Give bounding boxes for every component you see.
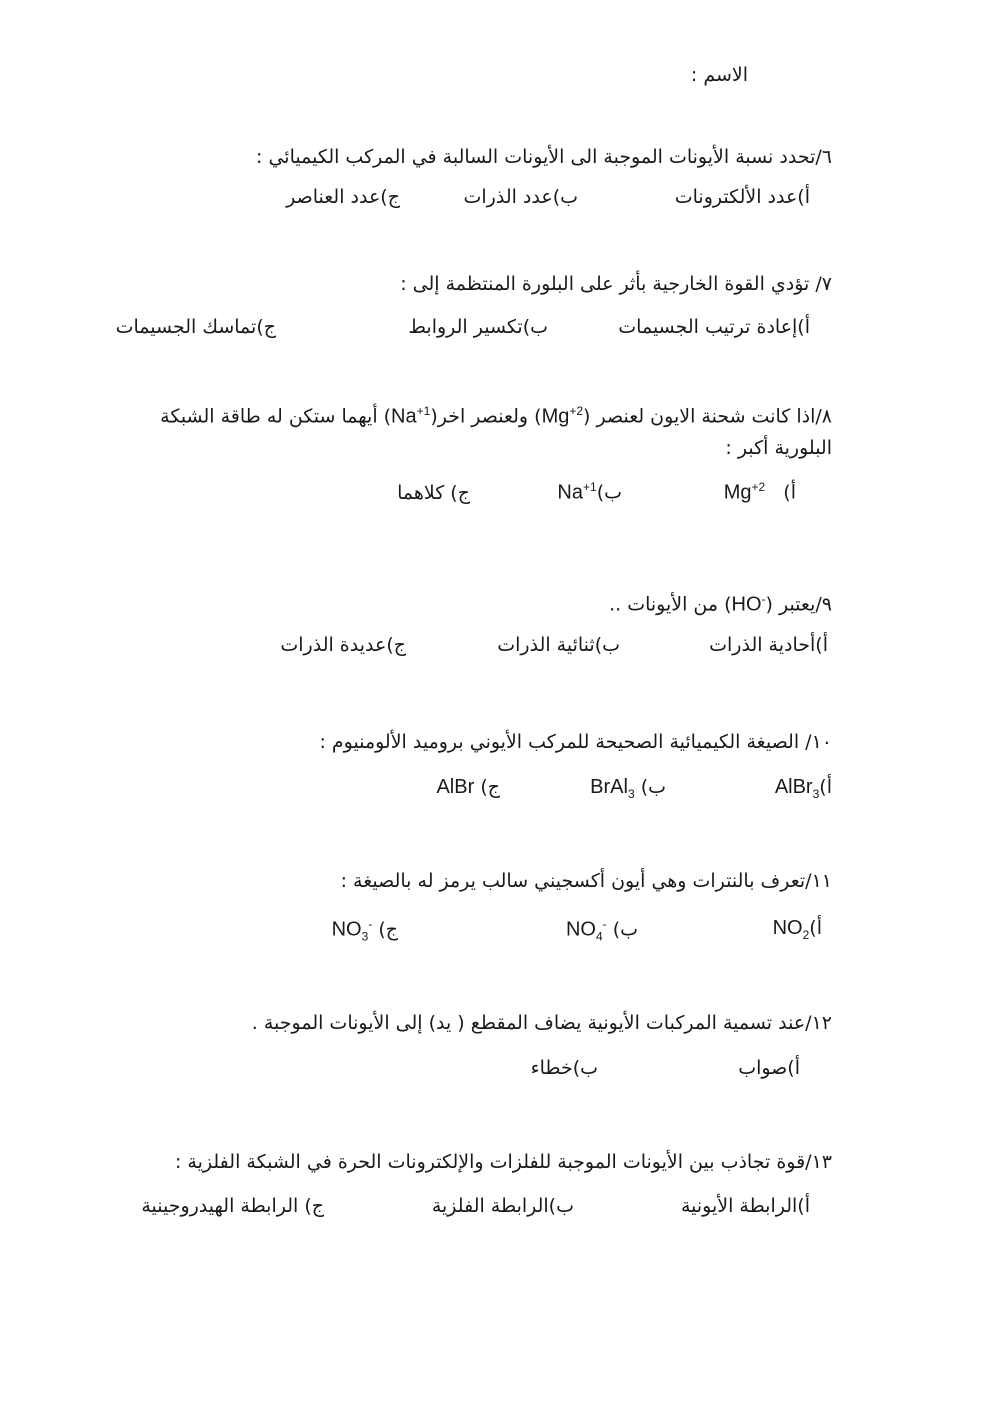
question-8-stem-suffix: ) أيهما ستكن له طاقة الشبكة xyxy=(160,405,392,428)
question-8-stem-mid: ) ولعنصر اخر( xyxy=(430,405,542,428)
question-11-option-c[interactable]: ج) $NO_3^-$ xyxy=(331,917,398,944)
question-7-option-c[interactable]: ج)تماسك الجسيمات xyxy=(115,316,276,338)
question-11-option-b[interactable]: ب) $NO_4^-$ xyxy=(565,917,638,944)
question-6-stem: ٦/تحدد نسبة الأيونات الموجبة الى الأيونات السالبة في المركب الكيميائي : xyxy=(256,146,832,168)
question-8-stem-prefix: ٨/اذا كانت شحنة الايون لعنصر ( xyxy=(583,405,832,428)
question-10-option-b[interactable]: ب) BrAl$_3$ xyxy=(590,776,666,801)
question-13-option-b[interactable]: ب)الرابطة الفلزية xyxy=(431,1195,574,1217)
question-11-stem: ١١/تعرف بالنترات وهي أيون أكسجيني سالب يرمز له بالصيغة : xyxy=(340,870,832,892)
question-9-formula: HO- xyxy=(731,592,766,616)
question-8-stem-mg: $Mg^{+2}$ xyxy=(541,404,584,428)
question-13-stem: ١٣/قوة تجاذب بين الأيونات الموجبة للفلزات والإلكترونات الحرة في الشبكة الفلزية : xyxy=(174,1151,832,1173)
question-8-option-a[interactable]: أ) $Mg^{+2}$ xyxy=(723,480,796,504)
question-9-option-c[interactable]: ج)عديدة الذرات xyxy=(280,634,406,656)
question-10-option-a[interactable]: أ)AlBr$_3$ xyxy=(774,776,832,801)
question-10-stem: ١٠/ الصيغة الكيميائية الصحيحة للمركب الأيوني بروميد الألومنيوم : xyxy=(319,731,832,753)
question-12-option-a[interactable]: أ)صواب xyxy=(738,1057,800,1079)
question-7-option-a[interactable]: أ)إعادة ترتيب الجسيمات xyxy=(618,316,810,338)
question-8-stem xyxy=(160,404,832,429)
question-7-stem: ٧/ تؤدي القوة الخارجية بأثر على البلورة المنتظمة إلى : xyxy=(400,273,832,295)
question-13-option-a[interactable]: أ)الرابطة الأيونية xyxy=(680,1195,810,1217)
question-10-option-c[interactable]: ج) AlBr xyxy=(436,776,500,798)
question-12-stem: ١٢/عند تسمية المركبات الأيونية يضاف المقطع ( يد) إلى الأيونات الموجبة . xyxy=(251,1012,832,1034)
question-12-option-b[interactable]: ب)خطاء xyxy=(530,1057,598,1079)
question-9-stem: ٩/يعتبر (HO-) من الأيونات .. xyxy=(609,592,832,616)
question-6-option-b[interactable]: ب)عدد الذرات xyxy=(463,186,578,208)
question-13-option-c[interactable]: ج) الرابطة الهيدروجينية xyxy=(141,1195,324,1217)
question-8-stem-line2: البلورية أكبر : xyxy=(725,437,832,459)
question-8-stem-na: $Na^{+1}$ xyxy=(391,404,431,428)
question-9-option-b[interactable]: ب)ثنائية الذرات xyxy=(497,634,620,656)
question-11-option-a[interactable]: $أ)NO_2$ xyxy=(772,917,822,942)
question-7-option-b[interactable]: ب)تكسير الروابط xyxy=(408,316,548,338)
question-6-option-a[interactable]: أ)عدد الألكترونات xyxy=(674,186,810,208)
name-label: الاسم : xyxy=(690,64,748,86)
question-6-option-c[interactable]: ج)عدد العناصر xyxy=(286,186,400,208)
question-9-option-a[interactable]: أ)أحادية الذرات xyxy=(709,634,828,656)
question-8-option-b[interactable]: $ب)Na^{+1}$ xyxy=(557,480,622,504)
question-8-option-c[interactable]: ج) كلاهما xyxy=(397,482,470,504)
